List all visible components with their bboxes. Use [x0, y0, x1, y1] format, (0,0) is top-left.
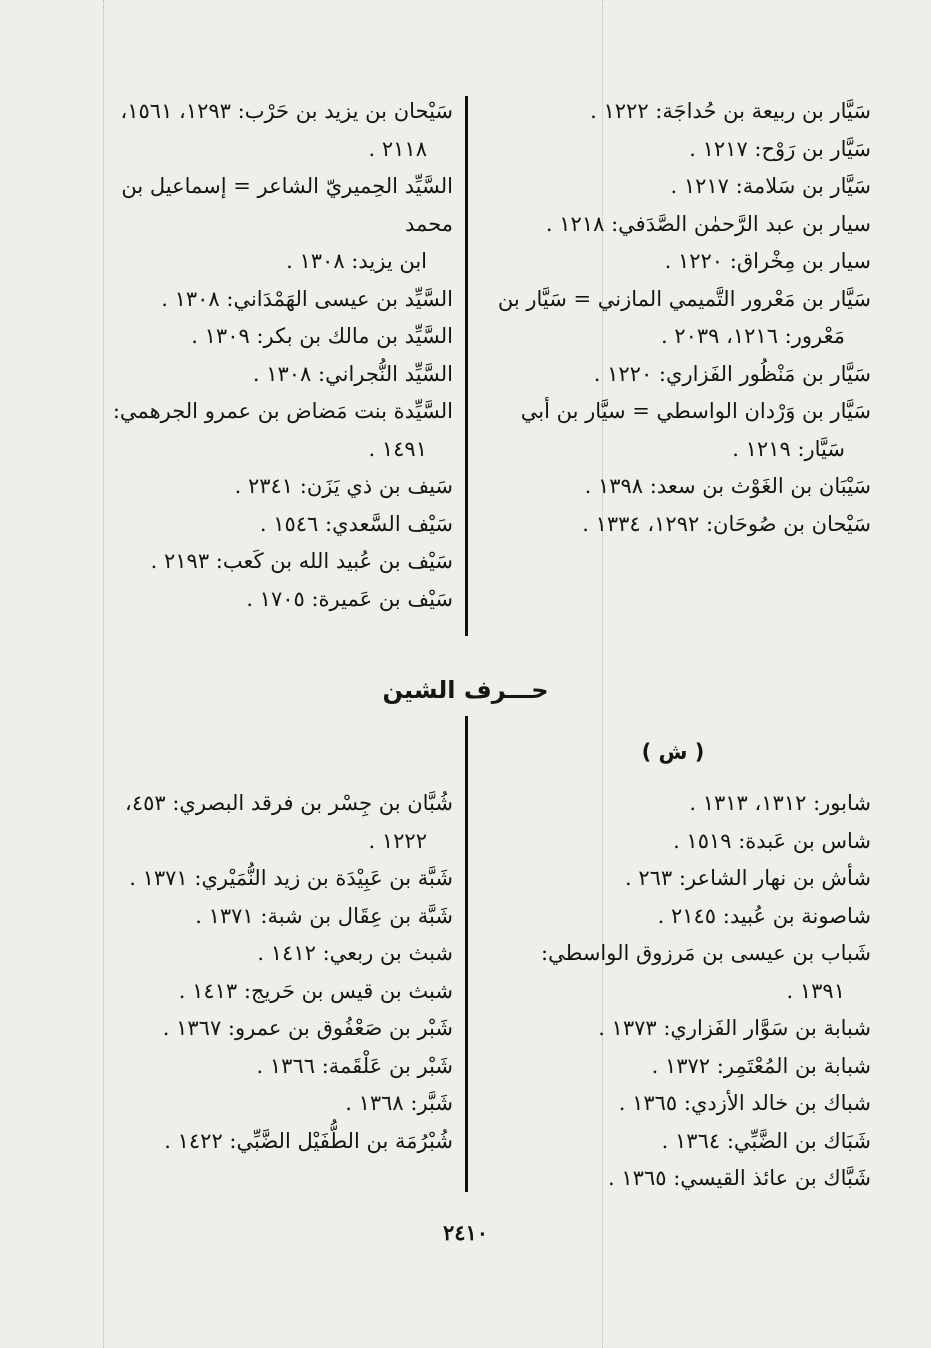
index-entry [475, 1085, 871, 1123]
section-heading: حـــرف الشين [382, 676, 549, 704]
index-entry [75, 898, 453, 936]
index-entry [75, 356, 453, 394]
index-entry [475, 168, 871, 206]
entry-text: شبابة بن سَوَّار الفَزاري: ١٣٧٣ . [598, 1016, 871, 1040]
index-entry [75, 318, 453, 356]
index-entry [475, 1160, 871, 1198]
entry-text: سيار بن مِخْراق: ١٢٢٠ . [664, 249, 871, 273]
entry-text: سَيف بن ذي يَزَن: ٢٣٤١ . [234, 474, 453, 498]
entry-text: سَيَّار بن ربيعة بن حُداجَة: ١٢٢٢ . [590, 99, 871, 123]
entry-text: السَّيِّد النُّجراني: ١٣٠٨ . [252, 361, 453, 386]
index-entry [475, 281, 871, 356]
entry-continuation: مَعْرور: ١٢١٦، ٢٠٣٩ . [660, 324, 845, 348]
entry-continuation: ٢١١٨ . [368, 136, 427, 161]
index-entry [475, 206, 871, 244]
index-entry [475, 1048, 871, 1086]
upper-right-column [475, 93, 871, 543]
index-entry [475, 468, 871, 506]
entry-text: سَيَّار بن رَوْح: ١٢١٧ . [689, 136, 871, 161]
column-divider-lower [465, 716, 468, 1192]
index-entry [75, 935, 453, 973]
entry-text: سَيْحان بن يزيد بن حَرْب: ١٢٩٣، ١٥٦١، [120, 99, 453, 123]
entry-text: سَيَّار بن وَرْدان الواسطي = سيَّار بن أبي [520, 399, 871, 423]
column-divider-upper [465, 96, 468, 636]
entry-text: سَيْحان بن صُوحَان: ١٢٩٢، ١٣٣٤ . [582, 511, 871, 536]
entry-text: شُبَّان بن جِسْر بن فرقد البصري: ٤٥٣، [125, 791, 453, 815]
letter-marker: ( ش ) [641, 740, 705, 764]
index-entry [75, 1085, 453, 1123]
index-entry [75, 1048, 453, 1086]
entry-text: سَيْبَان بن الغَوْث بن سعد: ١٣٩٨ . [584, 474, 871, 498]
entry-text: شَبَّاك بن عائذ القيسي: ١٣٦٥ . [608, 1166, 871, 1190]
index-entry [75, 393, 453, 468]
index-entry [75, 168, 453, 281]
entry-text: سيار بن عبد الرَّحمٰن الصَّدَفي: ١٢١٨ . [545, 211, 871, 236]
entry-text: السَّيِّد بن مالك بن بكر: ١٣٠٩ . [191, 324, 453, 348]
entry-text: شباك بن خالد الأزدي: ١٣٦٥ . [618, 1091, 871, 1115]
index-entry [475, 93, 871, 131]
index-entry [75, 785, 453, 860]
entry-continuation: ١٣٩١ . [786, 978, 845, 1003]
index-entry [475, 785, 871, 823]
index-entry [75, 468, 453, 506]
entry-continuation: سَيَّار: ١٢١٩ . [732, 436, 845, 461]
index-entry [75, 506, 453, 544]
entry-text: السَّيِّدة بنت مَضاض بن عمرو الجرهمي: [112, 399, 453, 423]
entry-text: شاصونة بن عُبيد: ٢١٤٥ . [657, 903, 871, 928]
index-entry [475, 506, 871, 544]
index-entry [475, 131, 871, 169]
index-entry [475, 935, 871, 1010]
entry-continuation: ١٢٢٢ . [368, 828, 427, 853]
entry-text: شَبَّة بن عَبِيْدَة بن زيد النُّمَيْري: ١٣٧١ . [129, 866, 453, 890]
entry-text: شَبَّر: ١٣٦٨ . [345, 1091, 453, 1115]
entry-text: شأش بن نهار الشاعر: ٢٦٣ . [625, 866, 871, 890]
entry-text: السَّيِّد الحِميريّ الشاعر = إسماعيل بن محمد [121, 174, 453, 236]
index-entry [475, 393, 871, 468]
index-entry [75, 1123, 453, 1161]
entry-text: سَيْف بن عَميرة: ١٧٠٥ . [246, 586, 453, 611]
entry-text: شاس بن عَبدة: ١٥١٩ . [673, 828, 871, 853]
entry-text: سَيَّار بن مَعْرور التَّميمي المازني = سَيَّار بن [497, 286, 871, 311]
index-entry [75, 860, 453, 898]
entry-text: شبث بن ربعي: ١٤١٢ . [257, 941, 453, 965]
entry-text: شَبَّة بن عِقَال بن شبة: ١٣٧١ . [195, 903, 453, 928]
upper-left-column [75, 93, 453, 618]
entry-text: سَيَّار بن مَنْظُور الفَزاري: ١٢٢٠ . [593, 361, 871, 386]
lower-left-column [75, 785, 453, 1160]
page-number: ٢٤١٠ [442, 1220, 489, 1245]
index-entry [75, 93, 453, 168]
index-entry [475, 823, 871, 861]
index-entry [75, 543, 453, 581]
entry-text: شابور: ١٣١٢، ١٣١٣ . [689, 791, 871, 815]
entry-text: سَيْف بن عُبيد الله بن كَعب: ٢١٩٣ . [150, 549, 453, 573]
entry-text: سَيَّار بن سَلامة: ١٢١٧ . [670, 174, 871, 198]
entry-text: سَيْف السَّعدي: ١٥٤٦ . [259, 511, 453, 536]
index-entry [75, 973, 453, 1011]
index-entry [475, 1010, 871, 1048]
index-entry [475, 1123, 871, 1161]
entry-text: شُبْرُمَة بن الطُّفَيْل الضَّبِّي: ١٤٢٢ . [164, 1128, 453, 1153]
entry-continuation: ١٤٩١ . [368, 436, 427, 461]
index-entry [75, 1010, 453, 1048]
lower-right-column [475, 785, 871, 1198]
entry-text: السَّيِّد بن عيسى الهَمْدَاني: ١٣٠٨ . [161, 286, 453, 311]
index-entry [75, 581, 453, 619]
index-entry [75, 281, 453, 319]
entry-text: شَبْر بن صَعْفُوق بن عمرو: ١٣٦٧ . [162, 1016, 453, 1040]
entry-continuation: ابن يزيد: ١٣٠٨ . [286, 249, 427, 273]
index-entry [475, 356, 871, 394]
entry-text: شَباب بن عيسى بن مَرزوق الواسطي: [541, 941, 871, 965]
entry-text: شَبْر بن عَلْقَمة: ١٣٦٦ . [256, 1053, 453, 1078]
entry-text: شبابة بن المُعْتَمِر: ١٣٧٢ . [651, 1053, 871, 1078]
index-entry [475, 243, 871, 281]
entry-text: شبث بن قيس بن حَريج: ١٤١٣ . [178, 978, 453, 1003]
index-entry [475, 898, 871, 936]
entry-text: شَبَاك بن الضَّبِّي: ١٣٦٤ . [661, 1128, 871, 1153]
index-entry [475, 860, 871, 898]
